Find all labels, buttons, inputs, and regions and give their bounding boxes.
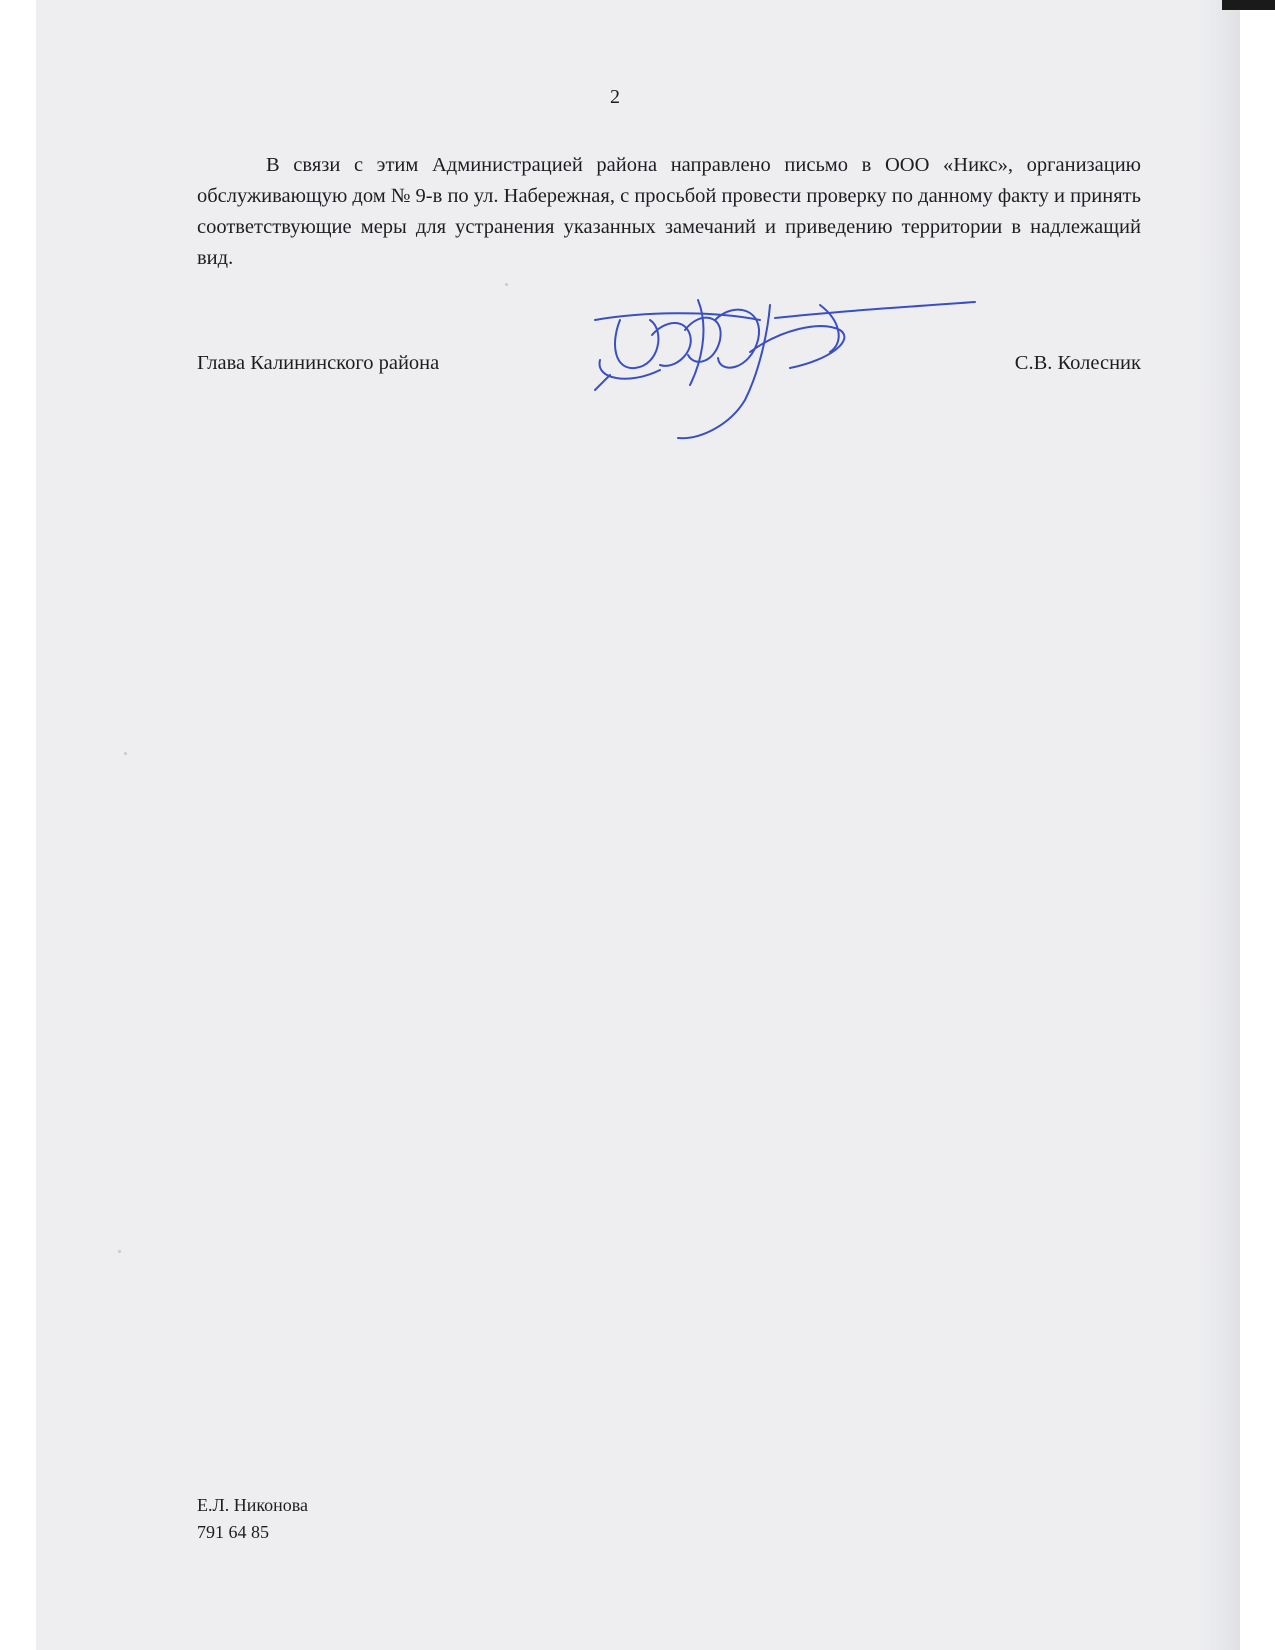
handwritten-signature (590, 290, 980, 450)
executor-name: Е.Л. Никонова (197, 1495, 309, 1515)
scan-speck (124, 752, 127, 755)
scan-margin-right (1240, 0, 1275, 1650)
page-number: 2 (610, 86, 620, 108)
body-text (197, 150, 1141, 274)
scan-corner-artifact (1222, 0, 1275, 10)
scan-speck (505, 283, 508, 286)
executor-phone: 791 64 85 (197, 1522, 269, 1542)
body-paragraph: В связи с этим Администрацией района направлено письмо в ООО «Никс», организацию обслуживающую дом № 9-в по ул. Набережная, с просьбой провести проверку по данному факту и принять соответствующие меры для устранения указанных замечаний и приведению территории в надлежащий вид. (197, 154, 1141, 269)
signatory-name: С.В. Колесник (1014, 352, 1141, 374)
scan-margin-left (0, 0, 36, 1650)
page-edge-shadow (1200, 0, 1240, 1650)
signatory-position: Глава Калининского района (197, 352, 440, 374)
scan-speck (118, 1250, 121, 1253)
